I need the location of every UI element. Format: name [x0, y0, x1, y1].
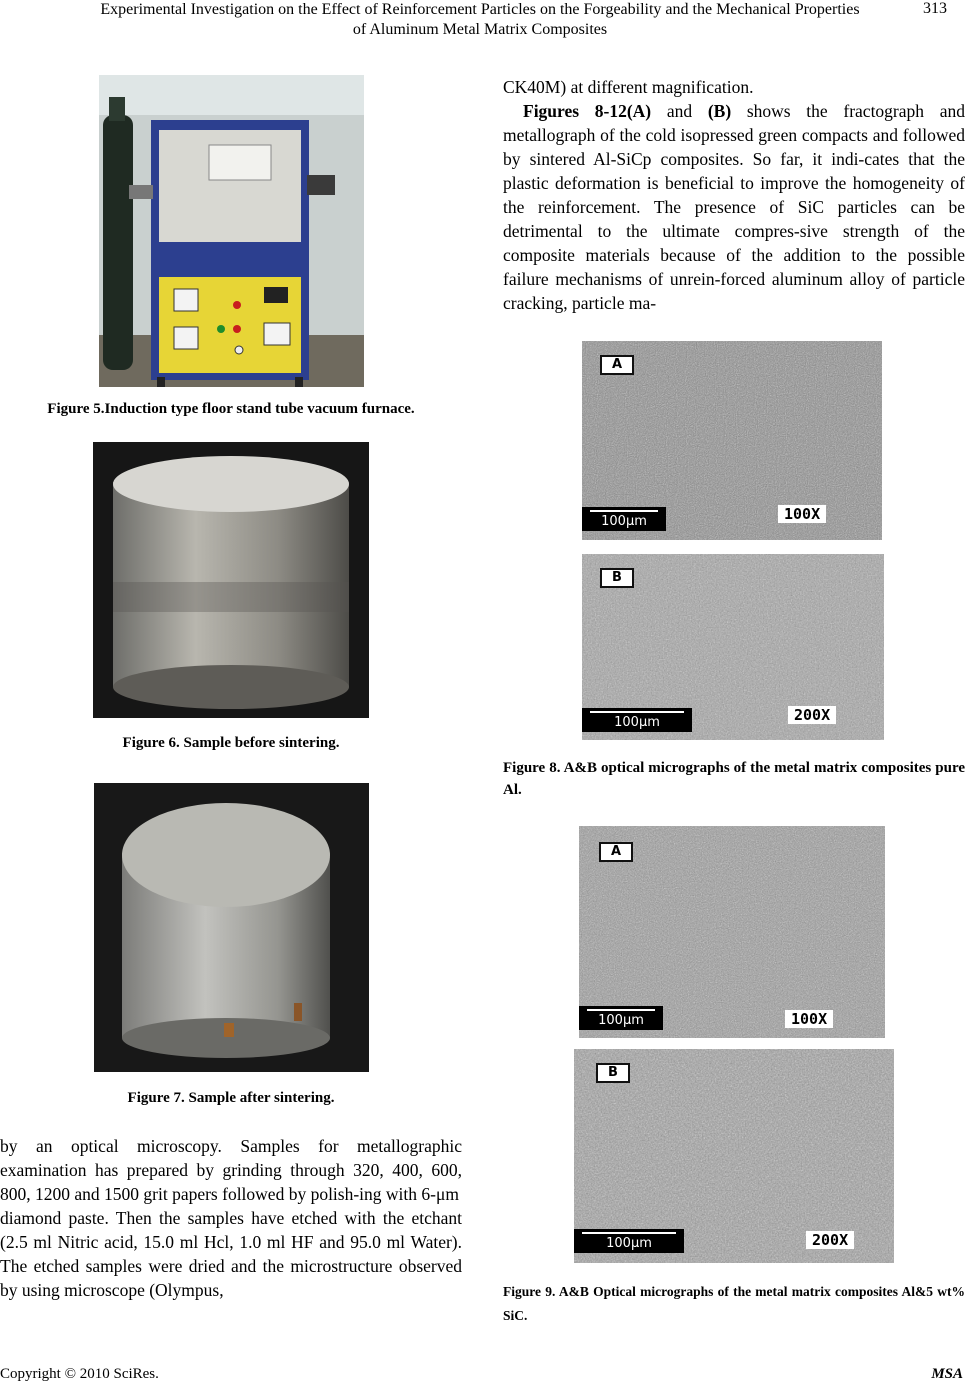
paragraph: CK40M) at different magnification.: [503, 77, 754, 97]
figure-reference: Figures 8-12(A): [523, 101, 652, 121]
scale-bar: [574, 1229, 684, 1253]
micrograph-label-a: A: [600, 355, 634, 375]
scale-bar-label: 100μm: [606, 1236, 652, 1251]
figure-8b-micrograph: [582, 554, 884, 740]
scale-bar: [582, 507, 666, 531]
figure-reference: (B): [707, 101, 732, 121]
scale-bar-line: [587, 1009, 655, 1011]
running-title-line2: of Aluminum Metal Matrix Composites: [352, 21, 608, 38]
paragraph: [503, 99, 965, 315]
paragraph-text: shows the fractograph and metallograph of the cold isopressed green compacts and followed by sintered Al-SiCp composites. So far, it indi-cates that the plastic deformation is beneficial to improve the homogeneity of the reinforcement. The presence of SiC particles can be detrimental to the ultimate compres-sive strength of the composite materials because of the addition to the possible failure mechanisms of unrein-forced aluminum alloy of particle cracking, particle ma-: [503, 101, 965, 313]
micrograph-label-b: B: [600, 568, 634, 588]
figure-9a-micrograph: [579, 826, 885, 1038]
figure-6-caption: Figure 6. Sample before sintering.: [122, 735, 340, 751]
micrograph-label-a: A: [599, 842, 633, 862]
left-column-text: [0, 1134, 462, 1302]
figure-9b-micrograph: [574, 1049, 894, 1263]
figure-5-image: [99, 75, 364, 387]
magnification-label: 100X: [778, 505, 826, 523]
figure-8a-micrograph: [582, 341, 882, 540]
scale-bar-label: 100μm: [614, 715, 660, 730]
page-number: 313: [923, 0, 947, 17]
magnification-label: 200X: [806, 1231, 854, 1249]
paragraph: diamond paste. Then the samples have etched with the etchant (2.5 ml Nitric acid, 15.0 ml Hcl, 1.0 ml HF and 95.0 ml Water). The etched samples were dried and the microstructure observed by using microscope (Olympus,: [0, 1208, 462, 1300]
figure-5-caption: Figure 5.Induction type floor stand tube vacuum furnace.: [47, 401, 415, 417]
paragraph: by an optical microscopy. Samples for metallographic examination has prepared by grinding through 320, 400, 600, 800, 1200 and 1500 grit papers followed by polish-ing with 6-μm: [0, 1136, 462, 1204]
micrograph-label-b: B: [596, 1063, 630, 1083]
scale-bar-line: [590, 711, 684, 713]
scale-bar-line: [590, 510, 658, 512]
scale-bar-label: 100μm: [601, 514, 647, 529]
scale-bar-label: 100μm: [598, 1013, 644, 1028]
magnification-label: 200X: [788, 706, 836, 724]
figure-9-caption: Figure 9. A&B Optical micrographs of the metal matrix composites Al&5 wt% SiC.: [503, 1284, 965, 1323]
figure-6-image: [93, 442, 369, 718]
scale-bar: [582, 708, 692, 732]
conjunction: and: [651, 101, 708, 121]
footer-journal: MSA: [931, 1366, 963, 1382]
right-column-text: [503, 75, 965, 315]
scale-bar: [579, 1006, 663, 1030]
scale-bar-line: [582, 1232, 676, 1234]
magnification-label: 100X: [785, 1010, 833, 1028]
running-title: [40, 0, 920, 40]
figure-7-image: [94, 783, 369, 1072]
figure-8-caption: Figure 8. A&B optical micrographs of the metal matrix composites pure Al.: [503, 760, 965, 798]
figure-7-caption: Figure 7. Sample after sintering.: [127, 1090, 335, 1106]
footer-copyright: Copyright © 2010 SciRes.: [0, 1366, 159, 1382]
running-title-line1: Experimental Investigation on the Effect of Reinforcement Particles on the Forgeability and the Mechanical Properties: [100, 1, 860, 18]
